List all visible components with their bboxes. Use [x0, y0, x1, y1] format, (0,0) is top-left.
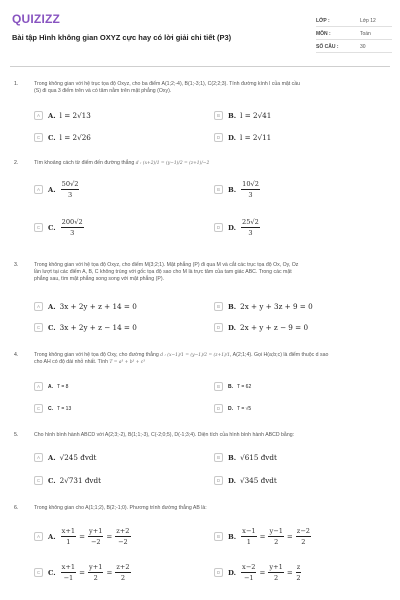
option-letter: B.: [228, 302, 237, 311]
fraction-numerator: z−2: [296, 527, 310, 535]
option-letter-box: B: [214, 302, 223, 311]
option-value: l = 2√13: [59, 111, 91, 120]
question-number: 6.: [14, 505, 19, 511]
option-fraction: [296, 527, 311, 546]
question-number: 3.: [14, 262, 19, 268]
option-value: T = 62: [237, 383, 252, 390]
option-letter: B.: [228, 453, 237, 462]
option-letter: A.: [48, 383, 53, 390]
option-letter: C.: [48, 405, 53, 412]
meta-subject-label: MÔN :: [316, 31, 331, 37]
option-letter: C.: [48, 568, 56, 577]
fraction-numerator: 10√2: [242, 180, 259, 188]
equals-sign: =: [259, 532, 266, 541]
question-number: 5.: [14, 432, 19, 438]
question-text: [34, 81, 382, 95]
fraction-numerator: y+1: [269, 563, 283, 571]
fraction-denominator: 2: [301, 538, 306, 546]
option-c[interactable]: [34, 218, 85, 237]
option-letter: C.: [48, 133, 56, 142]
fraction-denominator: −1: [243, 574, 254, 582]
option-fraction: [268, 563, 283, 582]
option-c[interactable]: [34, 323, 137, 332]
fraction-denominator: 3: [248, 191, 253, 199]
option-c[interactable]: [34, 404, 71, 413]
option-letter-box: D: [214, 323, 223, 332]
meta-subject: [316, 31, 392, 40]
question-text-line: Trong không gian cho A(1;1;2), B(2;-1;0). Phương trình đường thẳng AB là:: [34, 505, 207, 511]
option-letter: A.: [48, 532, 56, 541]
option-fraction: [241, 563, 256, 582]
question-number: 4.: [14, 352, 19, 358]
question-number: 2.: [14, 160, 19, 166]
option-a[interactable]: [34, 382, 68, 391]
equals-sign: =: [259, 568, 266, 577]
option-b[interactable]: [214, 111, 271, 120]
fraction-numerator: y+1: [89, 563, 103, 571]
option-a[interactable]: [34, 453, 96, 462]
question-text-line: lần lượt tại các điểm A, B, C không trùng với gốc tọa độ sao cho M là trực tâm của tam giác ABC. Trong các mặt: [34, 269, 292, 276]
option-value: 2x + y + z − 9 = 0: [240, 323, 309, 332]
question-text-line: cho AH có độ dài nhỏ nhất. Tính: [34, 359, 109, 366]
option-fraction: [268, 527, 283, 546]
question-text: [34, 352, 382, 366]
header-divider: [10, 66, 390, 67]
option-letter: D.: [228, 223, 237, 232]
option-fraction: [88, 563, 103, 582]
option-value: l = 2√11: [240, 133, 272, 142]
option-letter: A.: [48, 111, 56, 120]
fraction-denominator: 2: [274, 538, 279, 546]
option-letter: B.: [228, 532, 237, 541]
worksheet-header: [0, 0, 400, 66]
option-b[interactable]: [214, 302, 313, 311]
question-number: 1.: [14, 81, 19, 87]
question-text-line: Cho hình bình hành ABCD với A(2;3;-2), B(1;1;-3), C(-2;0;5), D(-1;3;4). Diện tích của hình bình hành ABCD bằng:: [34, 432, 295, 438]
meta-class-label: LỚP :: [316, 18, 330, 24]
option-letter: C.: [48, 476, 56, 485]
meta-class-value: Lớp 12: [360, 18, 376, 24]
option-letter: D.: [228, 568, 237, 577]
fraction-denominator: 2: [296, 574, 301, 582]
option-d[interactable]: [214, 563, 302, 582]
question-text-line: Tìm khoảng cách từ điểm đến đường thẳng: [34, 160, 135, 166]
option-d[interactable]: [214, 476, 277, 485]
option-letter-box: D: [214, 404, 223, 413]
option-value: 2x + y + 3z + 9 = 0: [240, 302, 313, 311]
fraction-denominator: 2: [120, 574, 126, 582]
option-letter: D.: [228, 133, 237, 142]
option-letter-box: C: [34, 323, 43, 332]
question-text-line: Trong không gian với hệ tọa độ Oxy, cho đường thẳng: [34, 352, 159, 358]
option-letter-box: D: [214, 476, 223, 485]
fraction-numerator: 50√2: [61, 180, 79, 188]
fraction-denominator: 3: [67, 191, 73, 199]
fraction-denominator: 3: [248, 229, 253, 237]
meta-count-value: 30: [360, 44, 366, 50]
quizizz-logo: QUIZIZZ: [12, 12, 61, 26]
option-a[interactable]: [34, 302, 137, 311]
option-letter-box: B: [214, 185, 223, 194]
option-letter-box: A: [34, 453, 43, 462]
meta-subject-value: Toán: [360, 31, 371, 37]
fraction-numerator: y−1: [269, 527, 283, 535]
meta-class: [316, 18, 392, 27]
option-value: l = 2√26: [59, 133, 91, 142]
question-text: [34, 432, 382, 439]
fraction-denominator: 2: [93, 574, 98, 582]
fraction-numerator: z+2: [116, 527, 130, 535]
option-letter-box: C: [34, 223, 43, 232]
option-d[interactable]: [214, 133, 271, 142]
question-text: [34, 262, 382, 284]
option-value: 2√731 đvdt: [59, 476, 101, 485]
option-b[interactable]: [214, 453, 277, 462]
option-b[interactable]: [214, 180, 261, 199]
option-letter-box: D: [214, 133, 223, 142]
fraction-numerator: 200√2: [61, 218, 83, 226]
option-fraction: [61, 218, 84, 237]
option-letter-box: C: [34, 133, 43, 142]
option-letter-box: A: [34, 302, 43, 311]
option-a[interactable]: [34, 180, 80, 199]
fraction-numerator: z: [296, 563, 301, 571]
option-letter-box: B: [214, 382, 223, 391]
option-value: √345 đvdt: [240, 476, 277, 485]
fraction-numerator: 25√2: [242, 218, 259, 226]
fraction-denominator: 1: [66, 538, 71, 546]
line-equation: d : (x+2)/1 = (y−1)/2 = (z+1)/−2: [135, 161, 210, 166]
option-letter-box: B: [214, 111, 223, 120]
fraction-numerator: x+1: [61, 527, 76, 535]
option-letter: B.: [228, 185, 237, 194]
equals-sign: =: [286, 532, 293, 541]
option-fraction: [88, 527, 103, 546]
line-equation: d : (x−1)/1 = (y−1)/2 = (z+1)/1: [160, 353, 231, 358]
option-letter-box: C: [34, 476, 43, 485]
fraction-numerator: y+1: [88, 527, 103, 535]
fraction-numerator: x−2: [242, 563, 256, 571]
option-letter-box: A: [34, 532, 43, 541]
equals-sign: =: [106, 532, 113, 541]
fraction-denominator: 3: [70, 229, 75, 237]
option-letter: B.: [228, 111, 237, 120]
equals-sign: =: [106, 568, 113, 577]
fraction-numerator: x−1: [242, 527, 256, 535]
option-letter: C.: [48, 223, 56, 232]
fraction-numerator: z+2: [116, 563, 130, 571]
option-letter-box: D: [214, 223, 223, 232]
option-letter-box: C: [34, 568, 43, 577]
question-text-line: phẳng sau, tìm mặt phẳng song song với mặt phẳng (P).: [34, 276, 164, 283]
question-text-line: (S) đi qua 3 điểm trên và có tâm nằm trên mặt phẳng (Oxy).: [34, 88, 172, 95]
option-letter: A.: [48, 453, 56, 462]
option-fraction: [241, 180, 260, 199]
option-fraction: [61, 180, 80, 199]
option-fraction: [61, 527, 76, 546]
option-letter: A.: [48, 302, 56, 311]
option-b[interactable]: [214, 382, 251, 391]
fraction-denominator: −2: [118, 538, 128, 546]
option-value: 3x + 2y + z − 14 = 0: [59, 323, 137, 332]
option-fraction: [61, 563, 76, 582]
option-letter: A.: [48, 185, 56, 194]
option-b[interactable]: [214, 527, 312, 546]
fraction-numerator: x+1: [61, 563, 76, 571]
equals-sign: =: [79, 532, 85, 541]
fraction-denominator: 2: [273, 574, 279, 582]
option-d[interactable]: [214, 323, 308, 332]
question-text: [34, 505, 382, 512]
option-value: l = 2√41: [240, 111, 272, 120]
option-letter: D.: [228, 476, 237, 485]
option-value: √615 đvdt: [240, 453, 277, 462]
option-value: √245 đvdt: [59, 453, 97, 462]
question-text: [34, 160, 382, 167]
fraction-denominator: 1: [246, 538, 251, 546]
option-letter: D.: [228, 405, 233, 412]
option-letter-box: A: [34, 111, 43, 120]
option-a[interactable]: [34, 527, 132, 546]
fraction-denominator: −2: [90, 538, 101, 546]
fraction-denominator: −1: [63, 574, 74, 582]
option-d[interactable]: [214, 218, 261, 237]
option-letter-box: A: [34, 382, 43, 391]
option-letter-box: A: [34, 185, 43, 194]
option-c[interactable]: [34, 133, 91, 142]
option-value: T = √5: [237, 405, 252, 412]
question-text-line: Trong không gian với hệ trục tọa độ Oxyz, cho ba điểm A(1;2;-4), B(1;-3;1), C(2;2;3). Tính đường kính l của mặt cầu: [34, 81, 301, 87]
option-c[interactable]: [34, 563, 132, 582]
option-value: T = 13: [57, 405, 72, 412]
option-fraction: [115, 563, 130, 582]
expression-t: T = a³ + b³ + c³: [109, 360, 145, 366]
meta-count: [316, 44, 392, 53]
option-c[interactable]: [34, 476, 101, 485]
option-fraction: [241, 527, 256, 546]
option-letter: B.: [228, 383, 233, 390]
page-title: Bài tập Hình không gian OXYZ cực hay có lời giải chi tiết (P3): [12, 33, 232, 42]
option-value: T = 8: [57, 383, 69, 390]
option-letter: D.: [228, 323, 237, 332]
option-letter-box: B: [214, 532, 223, 541]
option-a[interactable]: [34, 111, 91, 120]
option-letter-box: B: [214, 453, 223, 462]
option-value: 3x + 2y + z + 14 = 0: [59, 302, 137, 311]
equals-sign: =: [79, 568, 85, 577]
option-d[interactable]: [214, 404, 251, 413]
option-fraction: [296, 563, 301, 582]
option-fraction: [115, 527, 130, 546]
option-fraction: [241, 218, 260, 237]
question-text-tail: , A(2;1;4). Gọi H(a;b;c) là điểm thuộc d sao: [230, 352, 329, 358]
option-letter-box: C: [34, 404, 43, 413]
equals-sign: =: [286, 568, 293, 577]
option-letter: C.: [48, 323, 56, 332]
meta-count-label: SỐ CÂU :: [316, 44, 339, 50]
question-text-line: Trong không gian với hệ tọa độ Oxyz, cho điểm M(3;2;1). Mặt phẳng (P) đi qua M và cắt các trục tọa độ Ox, Oy, Oz: [34, 262, 299, 268]
option-letter-box: D: [214, 568, 223, 577]
